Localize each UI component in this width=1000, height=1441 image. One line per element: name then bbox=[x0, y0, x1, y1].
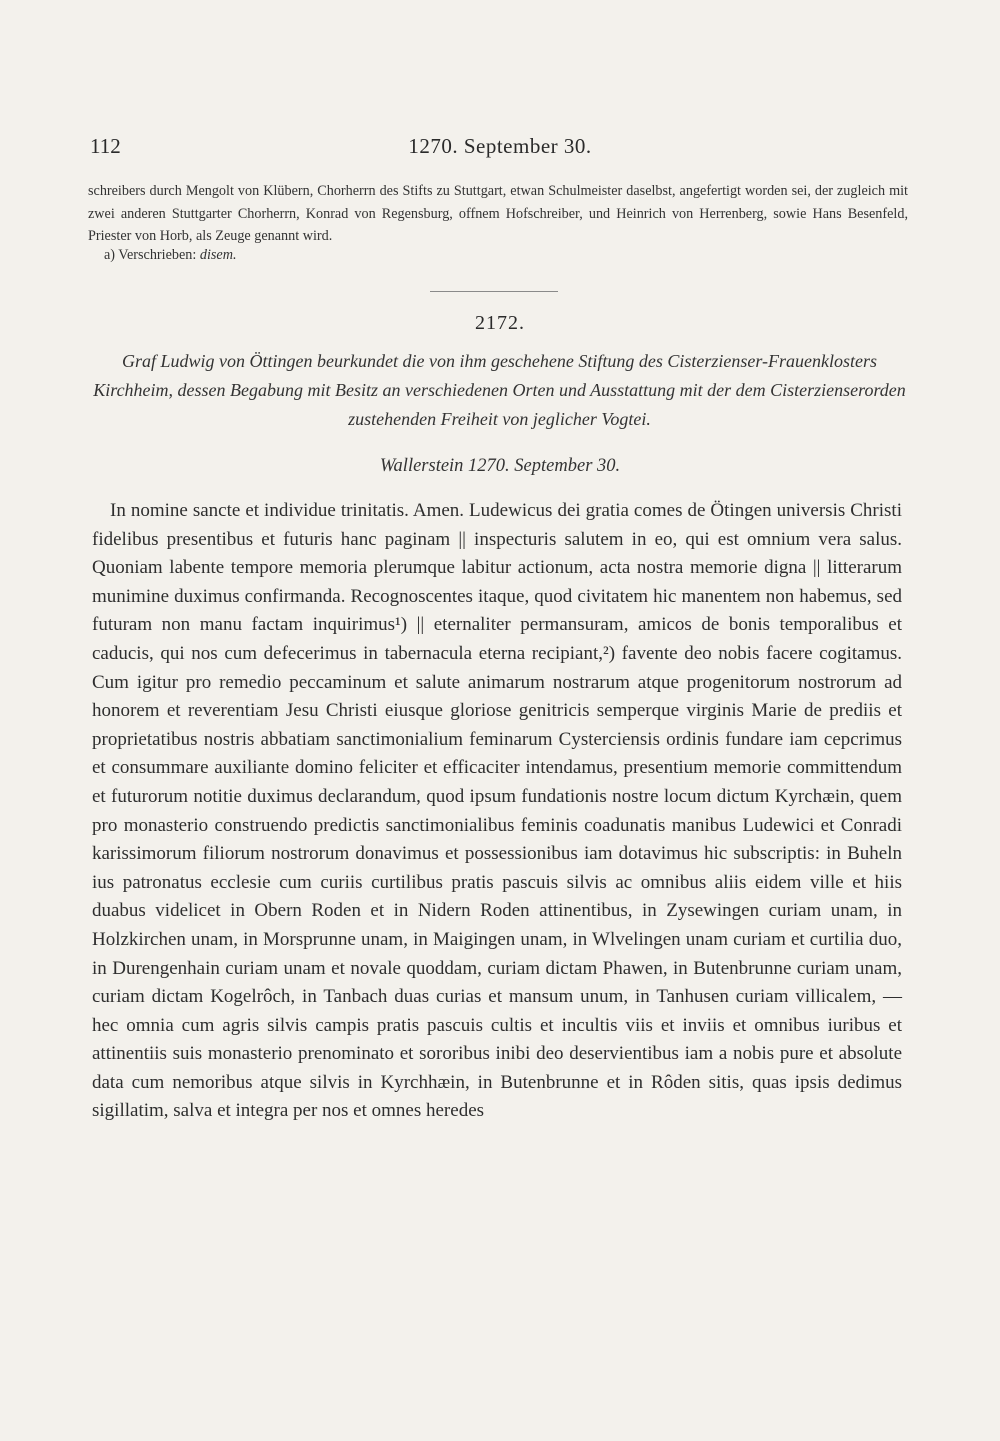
previous-entry-paragraph: schreibers durch Mengolt von Klübern, Chorherrn des Stifts zu Stuttgart, etwan Schulmeister daselbst, angefertigt worden sei, der zugleich mit zwei anderen Stuttgarter Chorherrn, Konrad von Regensburg, offnem Hofschreiber, und Heinrich von Herrenberg, sowie Hans Besenfeld, Priester von Horb, als Zeuge genannt wird. bbox=[88, 183, 908, 244]
footnote bbox=[104, 247, 237, 264]
page-number: 112 bbox=[90, 134, 121, 158]
document-summary: Graf Ludwig von Öttingen beurkundet die von ihm geschehene Stiftung des Cisterzienser-Frauenklosters Kirchheim, dessen Begabung mit Besitz an verschiedenen Orten und Ausstattung mit der dem Cisterzienserorden zustehenden Freiheit von jeglicher Vogtei. bbox=[93, 351, 906, 429]
footnote-label: a) Verschrieben: bbox=[104, 247, 197, 263]
body-paragraph: In nomine sancte et individue trinitatis. Amen. Ludewicus dei gratia comes de Ötingen universis Christi fidelibus presentibus et futuris hanc paginam || inspecturis salutem in eo, qui est omnium vera salus. Quoniam labente tempore memoria plerumque labitur actionum, acta nostra memorie digna || litterarum munimine duximus confirmanda. Recognoscentes itaque, quod civitatem hic manentem non habemus, sed futuram non manu factam inquirimus¹) || eternaliter permansuram, amicos de bonis temporalibus et caducis, qui nos cum defecerimus in tabernacula eterna recipiant,²) favente deo nobis facere cogitamus. Cum igitur pro remedio peccaminum et salute animarum nostrarum atque progenitorum nostrorum ad honorem et reverentiam Jesu Christi eiusque gloriose genitricis semperque virginis Marie de prediis et proprietatibus nostris abbatiam sanctimonialium feminarum Cysterciensis ordinis fundare iam cepcrimus et consummare auxiliante domino feliciter et efficaciter intendamus, presentium memorie committendum et futurorum notitie duximus declarandum, quod ipsum fundationis nostre locum dictum Kyrchæin, quem pro monasterio construendo predictis sanctimonialibus feminis coadunatis manibus Ludewici et Conradi karissimorum filiorum nostrorum donavimus et possessionibus iam dotavimus hic subscriptis: in Buheln ius patronatus ecclesie cum curiis curtilibus pratis pascuis silvis ac omnibus aliis eidem ville et hiis duabus videlicet in Obern Roden et in Nidern Roden attinentibus, in Zysewingen curiam unam, in Holzkirchen unam, in Morsprunne unam, in Maigingen unam, in Wlvelingen unam curiam et curtilia duo, in Durengenhain curiam unam et novale quoddam, curiam dictam Phawen, in Butenbrunne curiam unam, curiam dictam Kogelrôch, in Tanbach duas curias et mansum unum, in Tanhusen curiam villicalem, — hec omnia cum agris silvis campis pratis pascuis cultis et incultis viis et inviis et omnibus iuribus et attinentiis suis monasterio prenominato et sororibus inibi deo deservientibus iam a nobis pure et absolute data cum nemoribus atque silvis in Kyrchhæin, in Butenbrunne et in Rôden sitis, quas ipsis dedimus sigillatim, salva et integra per nos et omnes heredes bbox=[92, 500, 902, 1122]
previous-entry-text bbox=[88, 180, 908, 248]
document-body bbox=[92, 497, 902, 1126]
page-header bbox=[90, 134, 910, 164]
header-date: 1270. September 30. bbox=[408, 134, 592, 158]
document-number: 2172. bbox=[475, 312, 525, 334]
section-divider bbox=[430, 291, 558, 292]
place-date: Wallerstein 1270. September 30. bbox=[379, 456, 621, 476]
footnote-word: disem. bbox=[199, 247, 237, 263]
